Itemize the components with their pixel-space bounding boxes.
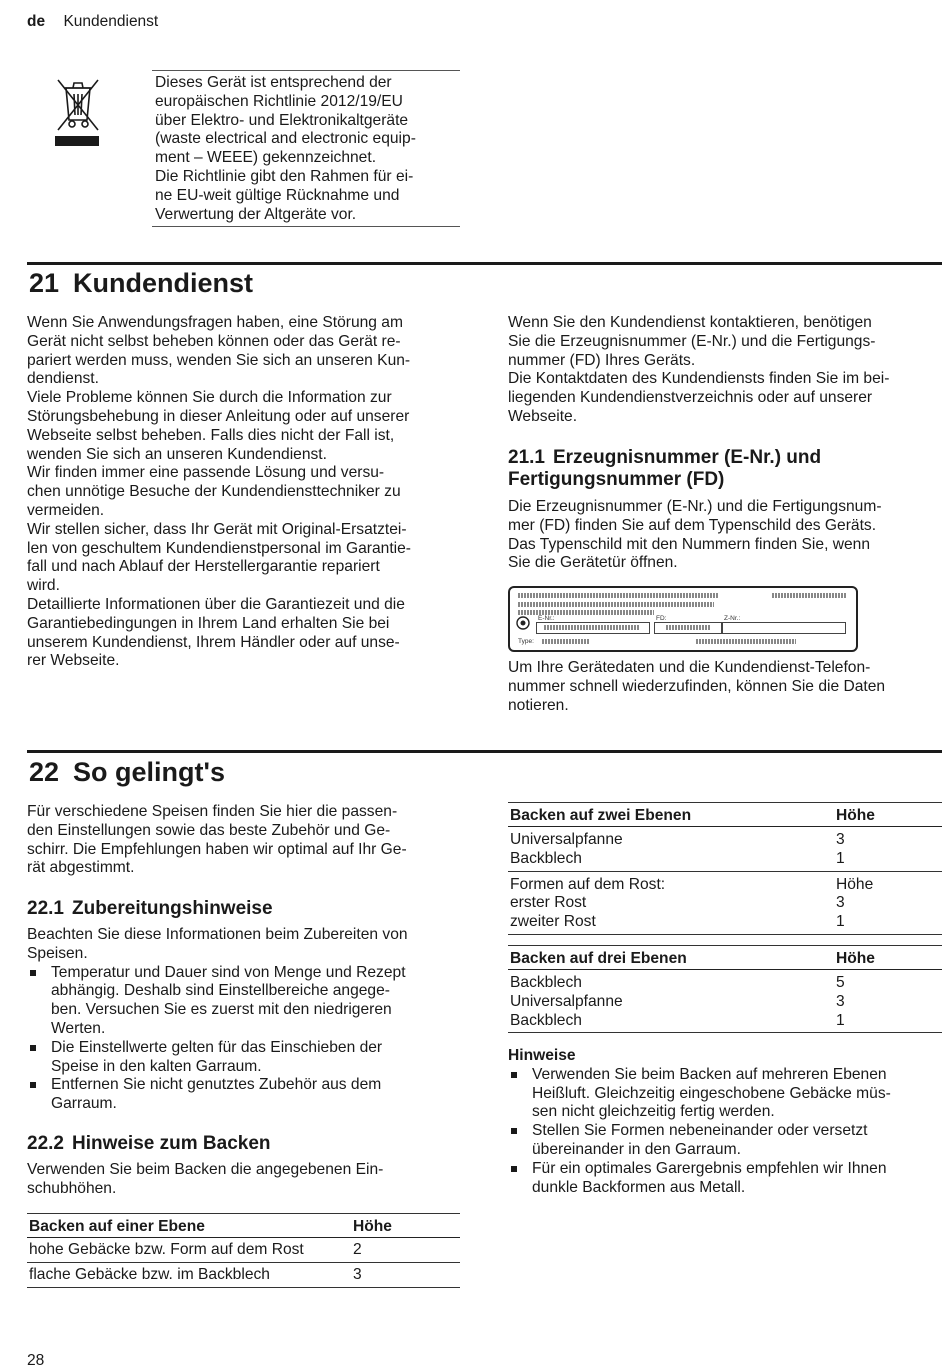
text-line: Speisen. xyxy=(27,944,88,962)
table-header: Backen auf zwei Ebenen xyxy=(508,803,834,827)
table-cell: hohe Gebäcke bzw. Form auf dem Rost xyxy=(27,1238,351,1263)
subsection-21-1-heading xyxy=(508,447,938,491)
text-line: Wir stellen sicher, dass Ihr Gerät mit Original-Ersatztei- xyxy=(27,520,407,538)
text-line: sen nicht gleichzeitig fertig werden. xyxy=(532,1103,775,1121)
page-number: 28 xyxy=(27,1352,45,1369)
table-cell: 5 xyxy=(836,974,845,991)
text-line: rer Webseite. xyxy=(27,652,120,670)
type-label: Type: xyxy=(518,638,534,645)
subsection-title: Zubereitungshinweise xyxy=(71,898,273,919)
table-cell: 3 xyxy=(351,1262,460,1287)
weee-line: europäischen Richtlinie 2012/19/EU xyxy=(155,92,403,110)
table-cell: 2 xyxy=(351,1238,460,1263)
text-line: nummer schnell wiederzufinden, können Sie die Daten xyxy=(508,677,886,695)
text-line: Webseite. xyxy=(508,407,578,425)
crossed-out-wheelie-bin-icon xyxy=(52,74,102,148)
plate-dotted-line xyxy=(772,593,846,598)
notes-title: Hinweise xyxy=(508,1047,576,1064)
text-line: Für verschiedene Speisen finden Sie hier die passen- xyxy=(27,803,398,820)
baking-two-levels-table xyxy=(508,802,942,935)
plate-dotted-line xyxy=(518,602,714,607)
subsection-title-line2: Fertigungsnummer (FD) xyxy=(508,469,725,490)
table-row xyxy=(508,1012,942,1033)
plate-dotted-line xyxy=(544,625,640,630)
text-line: chen unnötige Besuche der Kundendiensttechniker zu xyxy=(27,483,401,501)
section-21-left-column xyxy=(27,314,467,671)
text-line: Heißluft. Gleichzeitig eingeschobene Gebäcke müs- xyxy=(532,1084,891,1102)
text-line: dendienst. xyxy=(27,370,99,388)
text-line: Verwenden Sie beim Backen auf mehreren Ebenen xyxy=(532,1065,887,1083)
text-line: Für ein optimales Garergebnis empfehlen wir Ihnen xyxy=(532,1159,887,1177)
text-line: schubhöhen. xyxy=(27,1179,117,1197)
header-title: Kundendienst xyxy=(63,13,159,30)
subsection-22-2-text xyxy=(27,1161,467,1199)
section-21-rule xyxy=(27,262,942,265)
table-header: Höhe xyxy=(834,946,942,970)
text-line: Detaillierte Informationen über die Garantiezeit und die xyxy=(27,595,405,613)
table-cell: 1 xyxy=(834,850,942,871)
subsection-22-1-text xyxy=(27,926,467,1114)
table-header: Höhe xyxy=(351,1214,460,1238)
text-line: len von geschultem Kundendienstpersonal im Garantie- xyxy=(27,539,412,557)
table-row xyxy=(508,913,942,934)
subsection-number: 22.1 xyxy=(27,898,64,919)
table-cell: zweiter Rost xyxy=(508,913,834,934)
text-line: Gerät nicht selbst beheben können oder das Gerät re- xyxy=(27,332,401,350)
text-line: Störungsbehebung in dieser Anleitung oder auf unserer xyxy=(27,407,410,425)
list-item xyxy=(508,1066,948,1122)
text-line: rät abgestimmt. xyxy=(27,859,135,877)
text-line: nummer (FD) Ihres Geräts. xyxy=(508,351,696,369)
table-row xyxy=(508,894,942,913)
text-line: liegenden Kundendienstverzeichnis oder auf unserer xyxy=(508,389,873,407)
text-line: vermeiden. xyxy=(27,501,105,519)
text-line: Entfernen Sie nicht genutztes Zubehör aus dem xyxy=(51,1076,382,1094)
text-line: Speise in den kalten Garraum. xyxy=(51,1057,262,1075)
preparation-tips-list xyxy=(27,964,467,1114)
section-number: 22 xyxy=(29,757,60,787)
table-cell: Universalpfanne xyxy=(510,992,623,1010)
text-line: Beachten Sie diese Informationen beim Zubereiten von xyxy=(27,926,408,943)
list-item xyxy=(27,1076,467,1114)
table-row xyxy=(508,871,942,894)
subsection-number: 22.2 xyxy=(27,1133,64,1154)
enr-label: E-Nr.: xyxy=(538,615,555,622)
text-line: Wir finden immer eine passende Lösung und versu- xyxy=(27,464,385,482)
table-cell: Backblech xyxy=(508,850,834,871)
text-line: Das Typenschild mit den Nummern finden Sie, wenn xyxy=(508,535,871,553)
plate-dotted-line xyxy=(518,593,718,598)
text-line: wenden Sie sich an unseren Kundendienst. xyxy=(27,445,327,463)
text-line: Die Kontaktdaten des Kundendiensts finden Sie im bei- xyxy=(508,370,890,388)
text-line: Stellen Sie Formen nebeneinander oder versetzt xyxy=(532,1122,868,1140)
text-line: schirr. Die Empfehlungen haben wir optimal auf Ihr Ge- xyxy=(27,840,407,858)
table-cell: Formen auf dem Rost: xyxy=(510,875,666,893)
section-22-intro xyxy=(27,803,467,878)
list-item xyxy=(508,1122,948,1160)
text-line: Garantiebedingungen in Ihrem Land erhalten Sie bei xyxy=(27,614,390,632)
text-line: Temperatur und Dauer sind von Menge und Rezept xyxy=(51,963,406,981)
type-plate-illustration xyxy=(508,586,858,652)
text-line: fall und nach Ablauf der Herstellergarantie repariert xyxy=(27,558,380,576)
text-line: Wenn Sie den Kundendienst kontaktieren, benötigen xyxy=(508,314,872,331)
plate-dotted-line xyxy=(542,639,590,644)
table-cell: Universalpfanne xyxy=(510,831,623,848)
table-header: Backen auf einer Ebene xyxy=(27,1214,351,1238)
weee-text xyxy=(155,74,455,224)
weee-line: ment – WEEE) gekennzeichnet. xyxy=(155,149,377,167)
table-cell: 3 xyxy=(836,831,845,848)
text-line: Verwenden Sie beim Backen die angegebenen Ein- xyxy=(27,1161,384,1178)
notes-list xyxy=(508,1066,948,1198)
table-cell: flache Gebäcke bzw. im Backblech xyxy=(27,1262,351,1287)
baking-one-level-table xyxy=(27,1213,460,1288)
list-item xyxy=(508,1160,948,1198)
text-line: Wenn Sie Anwendungsfragen haben, eine Störung am xyxy=(27,314,403,331)
section-title: So gelingt's xyxy=(73,757,225,787)
table-cell: Backblech xyxy=(508,1012,834,1033)
text-line: unserem Kundendienst, Ihrem Händler oder auf unse- xyxy=(27,633,400,651)
page-header xyxy=(27,13,158,32)
subsection-number: 21.1 xyxy=(508,447,545,468)
table-cell: 1 xyxy=(834,913,942,934)
weee-line: (waste electrical and electronic equip- xyxy=(155,130,416,148)
weee-line: über Elektro- und Elektronikaltgeräte xyxy=(155,111,409,129)
plate-dotted-line xyxy=(696,639,796,644)
table-cell: Backblech xyxy=(510,974,582,991)
table-row xyxy=(27,1238,460,1263)
text-line: Werten. xyxy=(51,1019,106,1037)
subsection-22-1-heading xyxy=(27,898,273,920)
text-line: Sie die Erzeugnisnummer (E-Nr.) und die Fertigungs- xyxy=(508,332,876,350)
baking-three-levels-table xyxy=(508,945,942,1033)
weee-line: Verwertung der Altgeräte vor. xyxy=(155,205,357,223)
table-row xyxy=(27,1262,460,1287)
text-line: Viele Probleme können Sie durch die Information zur xyxy=(27,389,392,407)
text-line: Webseite selbst beheben. Falls dies nicht der Fall ist, xyxy=(27,426,395,444)
section-title: Kundendienst xyxy=(73,268,254,298)
text-line: übereinander in den Garraum. xyxy=(532,1140,741,1158)
plate-dotted-line xyxy=(666,625,710,630)
table-cell: erster Rost xyxy=(510,894,587,912)
weee-top-rule xyxy=(152,70,460,71)
list-item xyxy=(27,1039,467,1077)
znr-field xyxy=(722,622,846,634)
subsection-21-1-text xyxy=(508,498,948,573)
table-cell: Höhe xyxy=(836,875,874,893)
text-line: Die Erzeugnisnummer (E-Nr.) und die Fertigungsnum- xyxy=(508,498,882,515)
subsection-title: Hinweise zum Backen xyxy=(71,1133,271,1154)
subsection-21-1-after-text xyxy=(508,659,948,715)
fd-label: FD: xyxy=(656,615,667,622)
subsection-title: Erzeugnisnummer (E-Nr.) und xyxy=(552,447,822,468)
znr-label: Z-Nr.: xyxy=(724,615,741,622)
table-cell: 3 xyxy=(836,894,845,912)
text-line: notieren. xyxy=(508,696,569,714)
text-line: abhängig. Deshalb sind Einstellbereiche angege- xyxy=(51,982,390,1000)
section-22-heading xyxy=(29,757,225,787)
weee-line: Die Richtlinie gibt den Rahmen für ei- xyxy=(155,167,414,185)
text-line: Garraum. xyxy=(51,1095,117,1113)
text-line: ben. Versuchen Sie es zuerst mit den niedrigeren xyxy=(51,1001,392,1019)
section-22-rule xyxy=(27,750,942,753)
text-line: Um Ihre Gerätedaten und die Kundendienst-Telefon- xyxy=(508,659,871,676)
section-21-heading xyxy=(29,268,253,298)
text-line: Die Einstellwerte gelten für das Einschieben der xyxy=(51,1038,383,1056)
list-item xyxy=(27,964,467,1039)
table-cell: 1 xyxy=(834,1012,942,1033)
text-line: wird. xyxy=(27,577,60,595)
certification-mark-icon xyxy=(516,616,530,630)
weee-bottom-rule xyxy=(152,226,460,227)
table-header: Backen auf drei Ebenen xyxy=(508,946,834,970)
text-line: den Einstellungen sowie das beste Zubehör und Ge- xyxy=(27,821,391,839)
table-row xyxy=(508,850,942,871)
table-row xyxy=(508,827,942,850)
text-line: mer (FD) finden Sie auf dem Typenschild des Geräts. xyxy=(508,516,877,534)
table-header: Höhe xyxy=(834,803,942,827)
text-line: dunkle Backformen aus Metall. xyxy=(532,1178,746,1196)
baking-notes xyxy=(508,1047,948,1197)
weee-line: ne EU-weit gültige Rücknahme und xyxy=(155,186,400,204)
text-line: Sie die Gerätetür öffnen. xyxy=(508,554,678,572)
text-line: pariert werden muss, wenden Sie sich an unseren Kun- xyxy=(27,351,411,369)
table-cell: 3 xyxy=(836,992,845,1010)
section-21-right-column xyxy=(508,314,948,427)
weee-line: Dieses Gerät ist entsprechend der xyxy=(155,74,392,91)
subsection-22-2-heading xyxy=(27,1133,271,1155)
section-number: 21 xyxy=(29,268,60,298)
language-code: de xyxy=(27,13,46,30)
table-row xyxy=(508,970,942,993)
table-row xyxy=(508,993,942,1012)
